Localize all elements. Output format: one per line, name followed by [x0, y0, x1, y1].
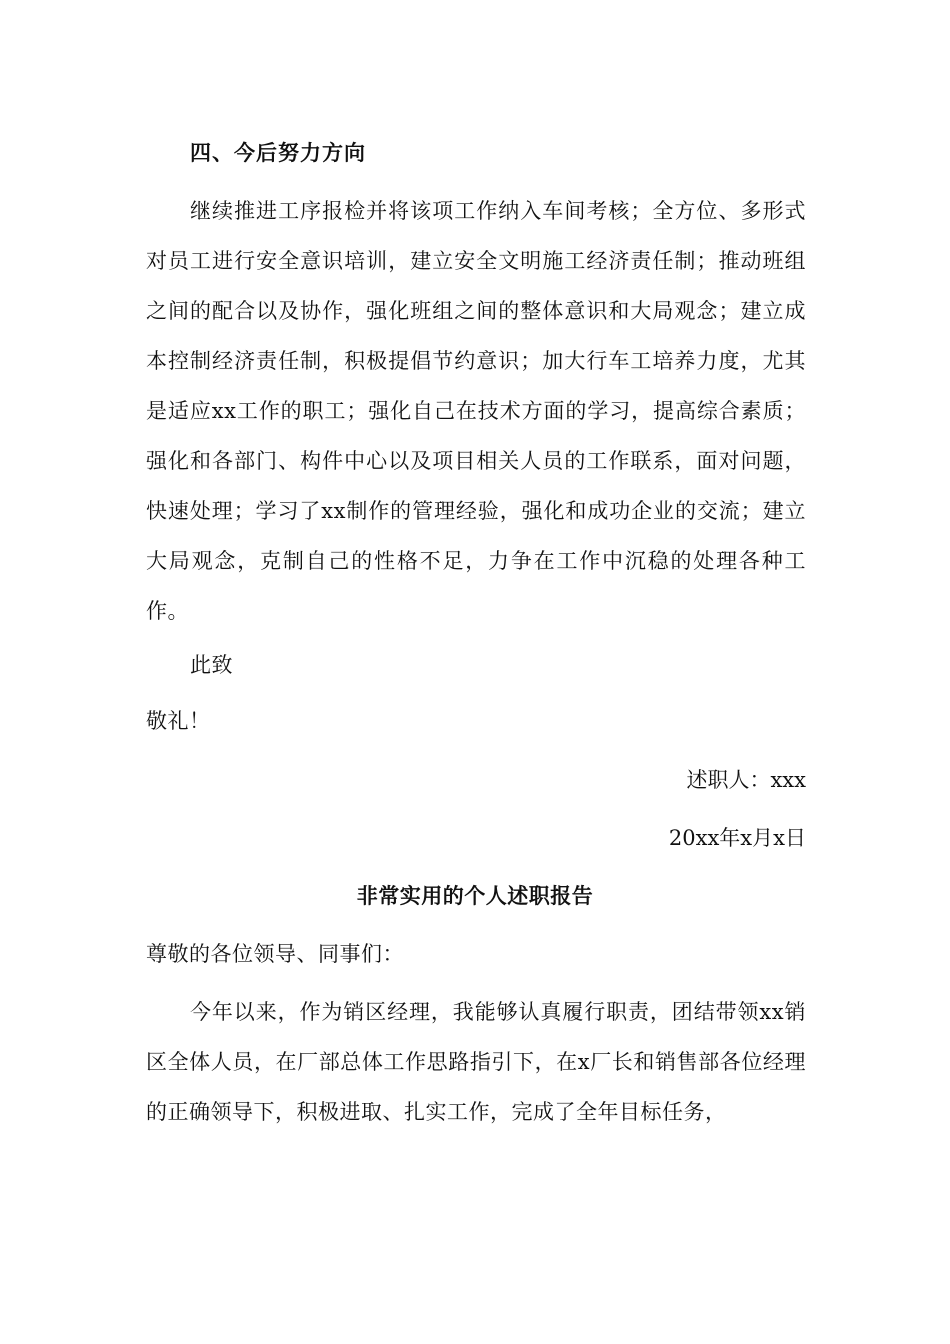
date-line: 20xx年x月x日 [668, 826, 806, 850]
closing-jingli: 敬礼！ [146, 709, 211, 733]
signer-line: 述职人：xxx [686, 768, 806, 792]
report-title: 非常实用的个人述职报告 [356, 883, 594, 908]
section-heading: 四、今后努力方向 [190, 140, 366, 165]
section-paragraph: 继续推进工序报检并将该项工作纳入车间考核；全方位、多形式对员工进行安全意识培训，建立安全文明施工经济责任制；推动班组之间的配合以及协作，强化班组之间的整体意识和大局观念；建立成本控制经济责任制，积极提倡节约意识；加大行车工培养力度，尤其是适应xx工作的职工；强化自己在技术方面的学习，提高综合素质；强化和各部门、构件中心以及项目相关人员的工作联系，面对问题，快速处理；学习了xx制作的管理经验，强化和成功企业的交流；建立大局观念，克制自己的性格不足，力争在工作中沉稳的处理各种工作。 [146, 199, 806, 623]
report-paragraph: 今年以来，作为销区经理，我能够认真履行职责，团结带领xx销区全体人员，在厂部总体工作思路指引下，在x厂长和销售部各位经理的正确领导下，积极进取、扎实工作，完成了全年目标任务， [146, 1000, 806, 1124]
closing-cizhi: 此致 [190, 653, 233, 677]
salutation: 尊敬的各位领导、同事们： [146, 942, 404, 966]
